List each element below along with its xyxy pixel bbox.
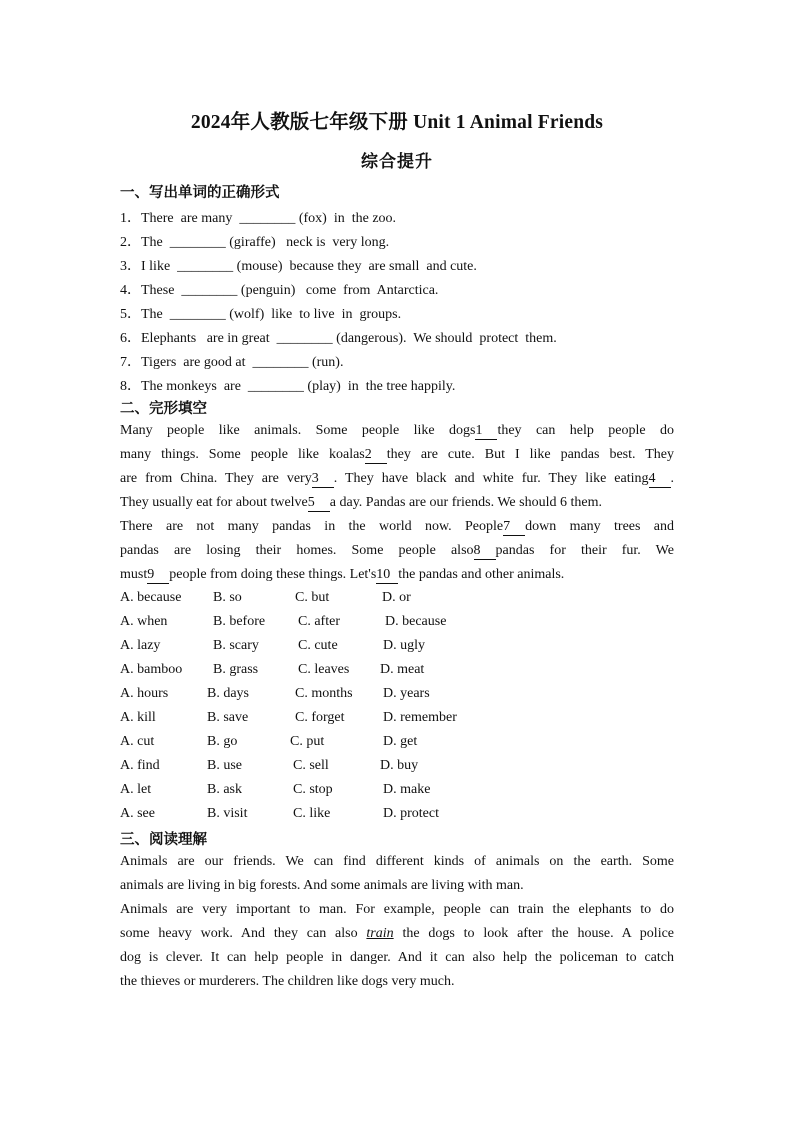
option-8-a: A. find <box>120 758 160 773</box>
option-5-a: A. hours <box>120 686 169 701</box>
question-3: 3．I like ________ (mouse) because they are small and cute. <box>120 259 477 274</box>
reading-line-2: animals are living in big forests. And some animals are living with man. <box>120 878 524 893</box>
question-8: 8．The monkeys are ________ (play) in the tree happily. <box>120 379 456 394</box>
option-4-b: B. grass <box>213 662 259 677</box>
cloze-line: many things. Some people like koalas2 they are cute. But I like pandas best. They <box>120 447 674 462</box>
option-10-c: C. like <box>293 806 331 821</box>
option-5-c: C. months <box>295 686 353 701</box>
option-9-b: B. ask <box>207 782 242 797</box>
option-4-d: D. meat <box>380 662 425 677</box>
reading-line-5: dog is clever. It can help people in danger. And it can also help the policeman to catch <box>120 950 674 965</box>
reading-passage <box>120 850 674 994</box>
option-6-b: B. save <box>207 710 249 725</box>
question-5: 5．The ________ (wolf) like to live in groups. <box>120 307 402 322</box>
page-title: 2024年人教版七年级下册 Unit 1 Animal Friends <box>190 112 604 133</box>
option-1-b: B. so <box>213 590 242 605</box>
option-6-c: C. forget <box>295 710 345 725</box>
cloze-line: Many people like animals. Some people like dogs1 they can help people do <box>120 423 674 438</box>
question-7: 7．Tigers are good at ________ (run). <box>120 355 344 370</box>
option-6-a: A. kill <box>120 710 156 725</box>
cloze-blank-7: 7 <box>503 519 525 536</box>
option-8-d: D. buy <box>380 758 419 773</box>
option-1-c: C. but <box>295 590 330 605</box>
option-9-d: D. make <box>383 782 431 797</box>
option-6-d: D. remember <box>383 710 457 725</box>
cloze-line: must9 people from doing these things. Let's10 the pandas and other animals. <box>120 567 565 582</box>
option-4-a: A. bamboo <box>120 662 183 677</box>
cloze-line: pandas are losing their homes. Some people also8 pandas for their fur. We <box>120 543 674 558</box>
cloze-blank-10: 10 <box>376 567 398 584</box>
option-3-a: A. lazy <box>120 638 161 653</box>
cloze-paragraph-2 <box>120 515 674 587</box>
option-5-d: D. years <box>383 686 430 701</box>
section-heading-cloze: 二、完形填空 <box>120 401 207 417</box>
option-10-a: A. see <box>120 806 155 821</box>
cloze-blank-2: 2 <box>365 447 387 464</box>
option-3-c: C. cute <box>298 638 338 653</box>
option-1-d: D. or <box>382 590 411 605</box>
question-1: 1．There are many ________ (fox) in the zoo. <box>120 211 397 226</box>
option-2-c: C. after <box>298 614 340 629</box>
option-8-b: B. use <box>207 758 242 773</box>
page-subtitle: 综合提升 <box>361 152 433 171</box>
cloze-blank-9: 9 <box>147 567 169 584</box>
cloze-blank-8: 8 <box>474 543 496 560</box>
cloze-line: They usually eat for about twelve5 a day. Pandas are our friends. We should 6 them. <box>120 495 602 510</box>
option-2-b: B. before <box>213 614 266 629</box>
option-2-d: D. because <box>385 614 447 629</box>
cloze-line: are from China. They are very3 . They have black and white fur. They like eating4 . <box>120 471 674 486</box>
question-2: 2．The ________ (giraffe) neck is very long. <box>120 235 390 250</box>
question-6: 6．Elephants are in great ________ (dangerous). We should protect them. <box>120 331 557 346</box>
option-7-d: D. get <box>383 734 418 749</box>
option-7-b: B. go <box>207 734 238 749</box>
reading-line-6: the thieves or murderers. The children like dogs very much. <box>120 974 455 989</box>
option-5-b: B. days <box>207 686 249 701</box>
cloze-blank-1: 1 <box>475 423 497 440</box>
cloze-paragraph-1 <box>120 419 674 515</box>
cloze-blank-5: 5 <box>308 495 330 512</box>
option-7-c: C. put <box>290 734 325 749</box>
option-1-a: A. because <box>120 590 182 605</box>
cloze-line: There are not many pandas in the world now. People7 down many trees and <box>120 519 674 534</box>
option-7-a: A. cut <box>120 734 155 749</box>
cloze-blank-4: 4 <box>649 471 671 488</box>
section-heading-word-forms: 一、写出单词的正确形式 <box>120 185 280 201</box>
option-9-a: A. let <box>120 782 152 797</box>
reading-line-3: Animals are very important to man. For example, people can train the elephants to do <box>120 902 674 917</box>
option-3-b: B. scary <box>213 638 259 653</box>
question-4: 4．These ________ (penguin) come from Antarctica. <box>120 283 439 298</box>
reading-line-4: some heavy work. And they can also train the dogs to look after the house. A police <box>120 926 675 941</box>
option-8-c: C. sell <box>293 758 329 773</box>
option-4-c: C. leaves <box>298 662 350 677</box>
option-3-d: D. ugly <box>383 638 425 653</box>
cloze-blank-3: 3 <box>312 471 334 488</box>
reading-line-1: Animals are our friends. We can find different kinds of animals on the earth. Some <box>120 854 674 869</box>
option-9-c: C. stop <box>293 782 333 797</box>
option-10-d: D. protect <box>383 806 439 821</box>
section-heading-reading: 三、阅读理解 <box>120 832 207 848</box>
option-10-b: B. visit <box>207 806 248 821</box>
highlighted-word-train: train <box>366 926 394 941</box>
option-2-a: A. when <box>120 614 168 629</box>
